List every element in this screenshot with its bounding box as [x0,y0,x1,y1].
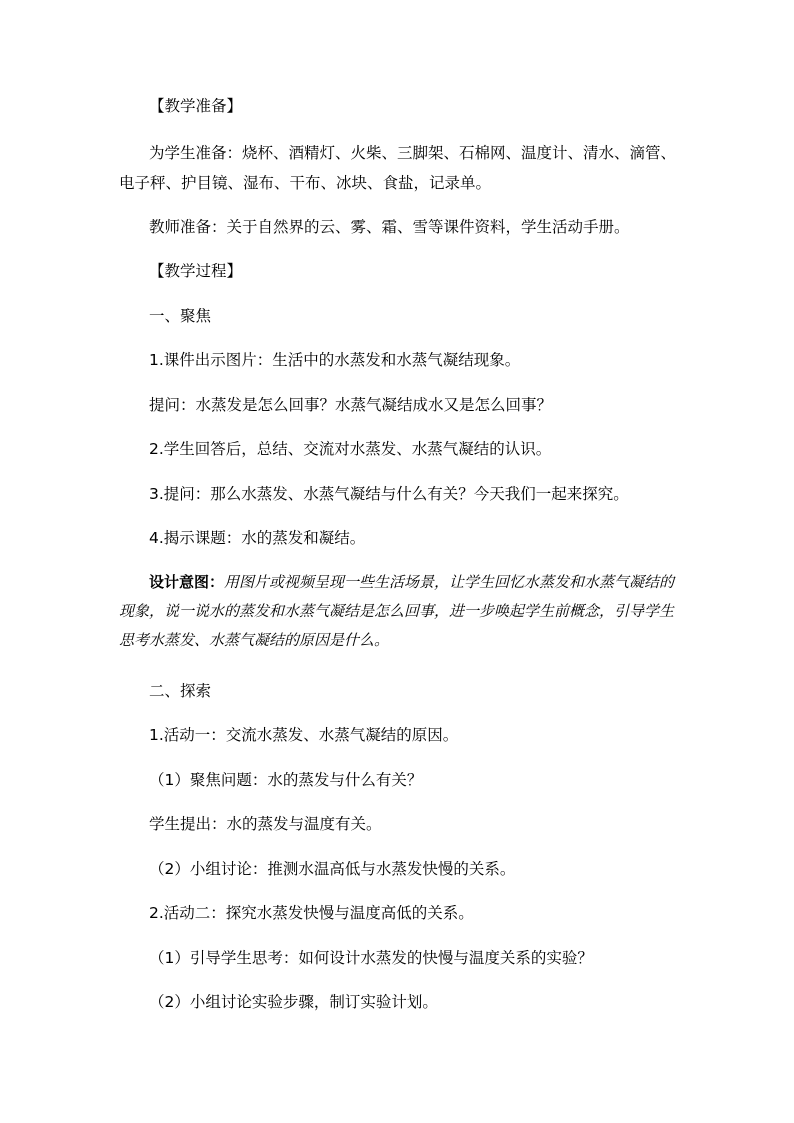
prep-teacher: 教师准备：关于自然界的云、雾、霜、雪等课件资料，学生活动手册。 [149,218,630,236]
activity-1-question-2: （2）小组讨论：推测水温高低与水蒸发快慢的关系。 [149,860,516,878]
prep-student-line1: 为学生准备：烧杯、酒精灯、火柴、三脚架、石棉网、温度计、清水、滴管、 [149,144,677,162]
process-heading: 【教学过程】 [149,262,243,280]
activity-2-question-2: （2）小组讨论实验步骤，制订实验计划。 [149,993,438,1011]
focus-item-2: 2.学生回答后，总结、交流对水蒸发、水蒸气凝结的认识。 [149,440,552,458]
focus-heading: 一、聚焦 [149,307,212,325]
focus-question: 提问：水蒸发是怎么回事？水蒸气凝结成水又是怎么回事？ [149,396,553,414]
activity-2: 2.活动二：探究水蒸发快慢与温度高低的关系。 [149,904,474,922]
focus-item-1: 1.课件出示图片：生活中的水蒸发和水蒸气凝结现象。 [149,351,521,369]
design-intent-paragraph [119,568,679,655]
activity-1-answer: 学生提出：水的蒸发与温度有关。 [149,815,382,833]
focus-item-3: 3.提问：那么水蒸发、水蒸气凝结与什么有关？今天我们一起来探究。 [149,485,629,503]
design-intent-label: 设计意图： [149,573,225,591]
prep-heading: 【教学准备】 [149,97,243,115]
focus-item-4: 4.揭示课题：水的蒸发和凝结。 [149,529,366,547]
activity-2-question-1: （1）引导学生思考：如何设计水蒸发的快慢与温度关系的实验？ [149,949,593,967]
explore-heading: 二、探索 [149,682,212,700]
activity-1-question-1: （1）聚焦问题：水的蒸发与什么有关？ [149,771,423,789]
prep-student-line2: 电子秤、护目镜、湿布、干布、冰块、食盐，记录单。 [119,174,492,192]
design-intent-text: 用图片或视频呈现一些生活场景，让学生回忆水蒸发和水蒸气凝结的现象，说一说水的蒸发和水蒸气凝结是怎么回事，进一步唤起学生前概念，引导学生思考水蒸发、水蒸气凝结的原因是什么。 [119,573,675,649]
activity-1: 1.活动一：交流水蒸发、水蒸气凝结的原因。 [149,726,459,744]
